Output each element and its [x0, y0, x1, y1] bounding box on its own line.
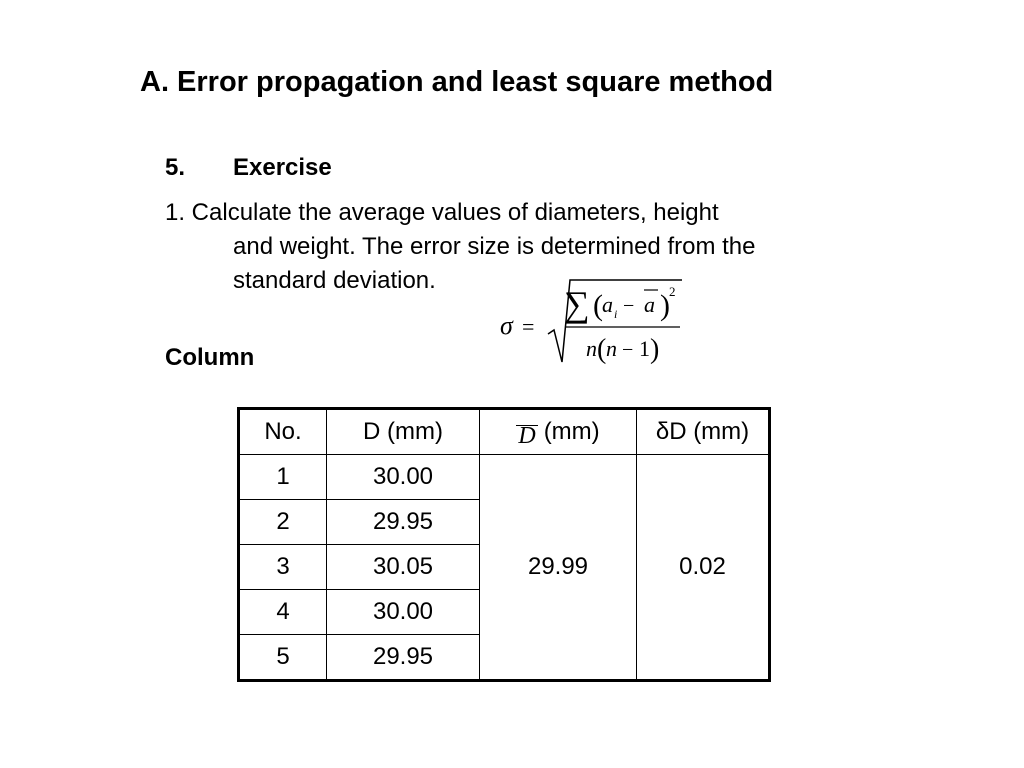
paragraph-line-2: and weight. The error size is determined from the — [233, 233, 756, 260]
dbar-symbol: D — [518, 423, 536, 449]
section-label: Exercise — [233, 154, 332, 181]
formula-n2: n — [606, 336, 617, 361]
row-d: 29.95 — [327, 635, 480, 681]
formula-one: 1 — [639, 336, 650, 361]
formula-lparen-bottom: ( — [597, 334, 607, 365]
table-header-row — [239, 409, 770, 455]
row-d: 30.00 — [327, 455, 480, 500]
diameter-table — [237, 407, 771, 682]
table-row — [239, 455, 770, 500]
std-deviation-formula — [498, 272, 698, 372]
row-no: 4 — [239, 590, 327, 635]
mean-value: 29.99 — [480, 455, 637, 681]
header-no: No. — [239, 409, 327, 455]
formula-a: a — [602, 292, 613, 317]
row-no: 2 — [239, 500, 327, 545]
row-d: 30.05 — [327, 545, 480, 590]
formula-sigma: σ — [500, 311, 513, 340]
formula-rparen-top: ) — [660, 289, 670, 322]
row-no: 1 — [239, 455, 327, 500]
formula-rparen-bottom: ) — [650, 334, 660, 365]
section-heading — [165, 154, 332, 182]
formula-i: i — [614, 307, 618, 321]
dbar-unit: (mm) — [543, 418, 600, 445]
section-number: 5. — [165, 154, 186, 181]
header-d: D (mm) — [327, 409, 480, 455]
formula-equals: = — [522, 314, 535, 339]
formula-abar: a — [644, 292, 655, 317]
row-d: 30.00 — [327, 590, 480, 635]
row-no: 3 — [239, 545, 327, 590]
formula-minus: − — [623, 295, 635, 317]
paragraph-line-1: 1. Calculate the average values of diameters, height — [165, 199, 719, 226]
formula-minus-bottom: − — [622, 339, 634, 361]
formula-exponent: 2 — [669, 284, 676, 299]
row-d: 29.95 — [327, 500, 480, 545]
column-label: Column — [165, 344, 255, 371]
page-title: A. Error propagation and least square method — [140, 66, 774, 98]
formula-sum: ∑ — [564, 284, 590, 324]
paragraph-line-3: standard deviation. — [233, 267, 436, 294]
header-dbar — [480, 409, 637, 455]
formula-lparen-top: ( — [593, 289, 603, 322]
delta-value: 0.02 — [637, 455, 770, 681]
header-delta-d: δD (mm) — [637, 409, 770, 455]
row-no: 5 — [239, 635, 327, 681]
formula-n1: n — [586, 336, 597, 361]
